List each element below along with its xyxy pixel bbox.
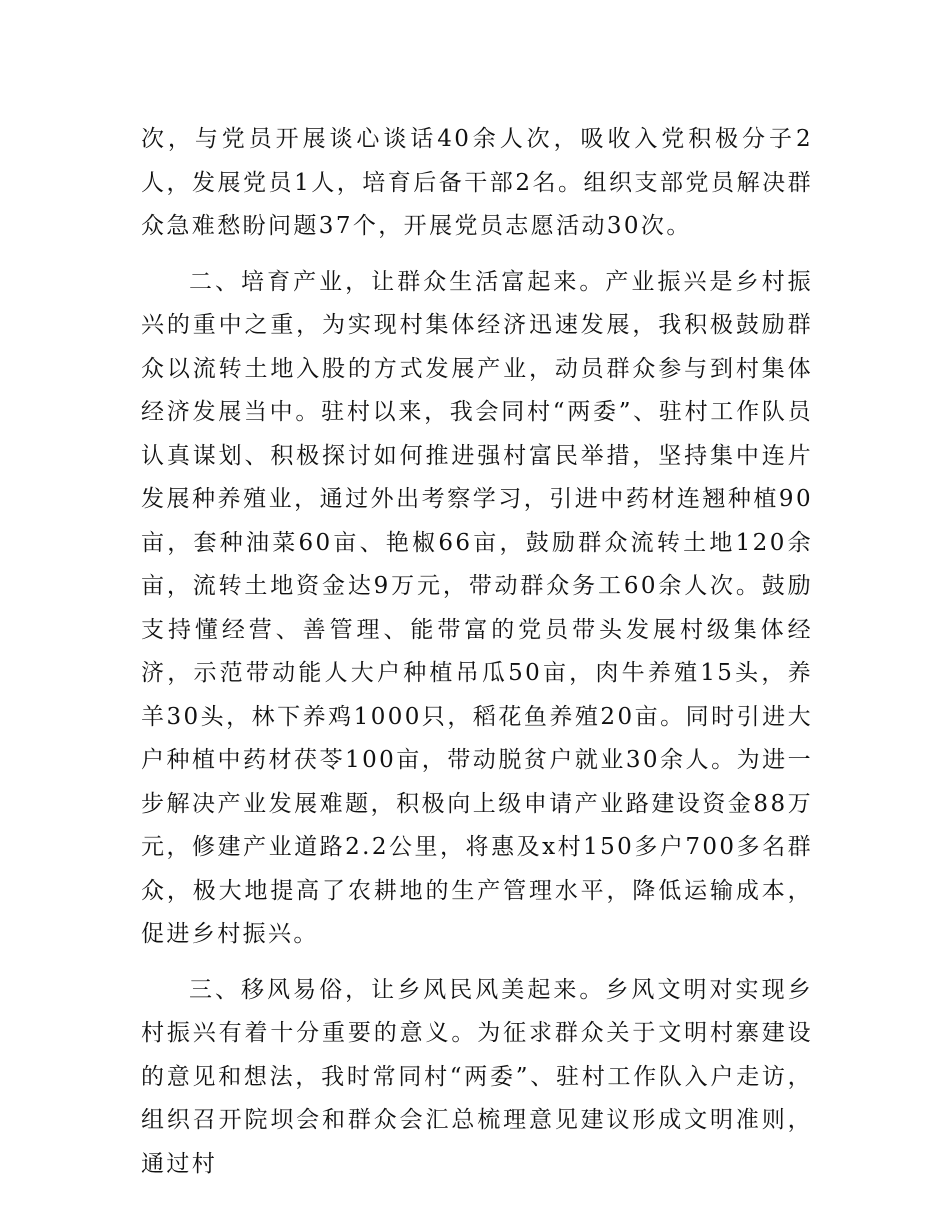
paragraph-1: 次，与党员开展谈心谈话40余人次，吸收入党积极分子2人，发展党员1人，培育后备干部2名。组织支部党员解决群众急难愁盼问题37个，开展党员志愿活动30次。 xyxy=(141,126,813,239)
paragraph-2: 二、培育产业，让群众生活富起来。产业振兴是乡村振兴的重中之重，为实现村集体经济迅速发展，我积极鼓励群众以流转土地入股的方式发展产业，动员群众参与到村集体经济发展当中。驻村以来，我会同村“两委”、驻村工作队员认真谋划、积极探讨如何推进强村富民举措，坚持集中连片发展种养殖业，通过外出考察学习，引进中药材连翘种植90亩，套种油菜60亩、艳椒66亩，鼓励群众流转土地120余亩，流转土地资金达9万元，带动群众务工60余人次。鼓励支持懂经营、善管理、能带富的党员带头发展村级集体经济，示范带动能人大户种植吊瓜50亩，肉牛养殖15头，养羊30头，林下养鸡1000只，稻花鱼养殖20亩。同时引进大户种植中药材茯苓100亩，带动脱贫户就业30余人。为进一步解决产业发展难题，积极向上级申请产业路建设资金88万元，修建产业道路2.2公里，将惠及x村150多户700多名群众，极大地提高了农耕地的生产管理水平，降低运输成本，促进乡村振兴。 xyxy=(141,268,813,947)
paragraph-3: 三、移风易俗，让乡风民风美起来。乡风文明对实现乡村振兴有着十分重要的意义。为征求群众关于文明村寨建设的意见和想法，我时常同村“两委”、驻村工作队入户走访，组织召开院坝会和群众会汇总梳理意见建议形成文明准则，通过村 xyxy=(141,976,813,1177)
paragraph-gap xyxy=(141,249,813,261)
paragraph-gap xyxy=(141,957,813,969)
document-body xyxy=(141,118,813,1186)
